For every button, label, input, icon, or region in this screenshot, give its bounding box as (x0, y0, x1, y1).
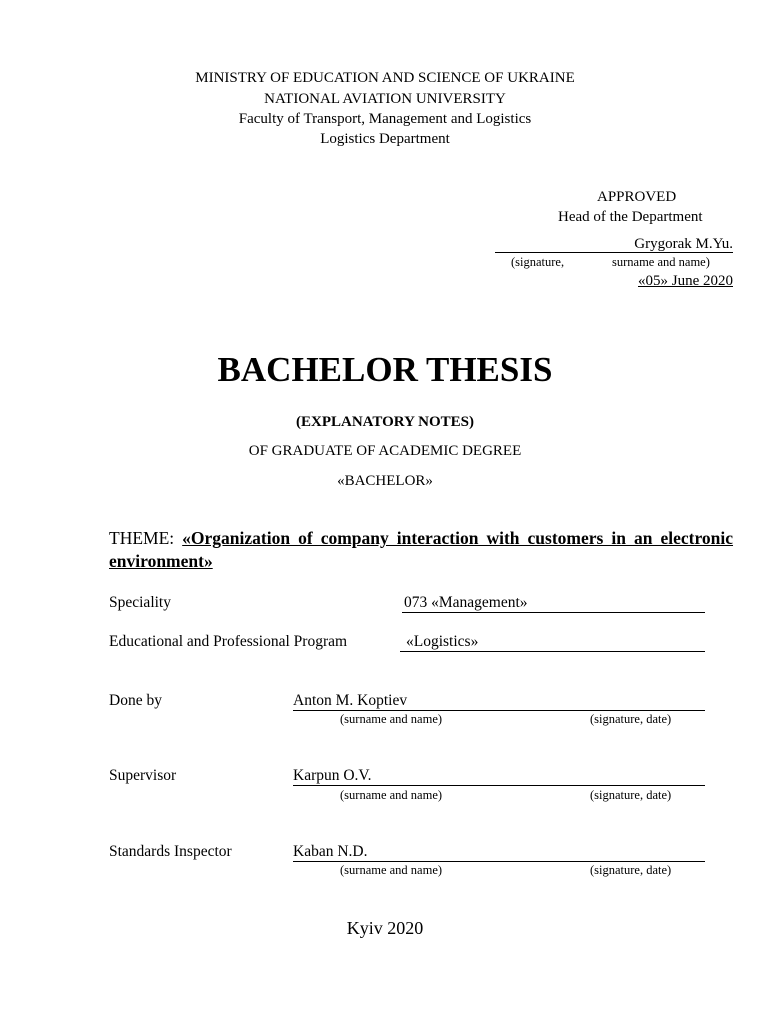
faculty-name: Faculty of Transport, Management and Logistics (238, 111, 532, 127)
speciality-label: Speciality (109, 594, 171, 611)
degree-name: «BACHELOR» (337, 473, 433, 489)
speciality-line (402, 612, 705, 613)
signature-caption: (signature, (511, 255, 565, 269)
supervisor-label: Supervisor (109, 767, 177, 784)
inspector-label: Standards Inspector (109, 843, 232, 860)
supervisor-line (293, 785, 705, 786)
ministry-name: MINISTRY OF EDUCATION AND SCIENCE OF UKRAINE (195, 70, 575, 86)
program-line (400, 651, 705, 652)
thesis-title: BACHELOR THESIS (217, 350, 553, 389)
program-value: «Logistics» (406, 633, 479, 650)
place-year: Kyiv 2020 (346, 918, 424, 938)
theme-label: THEME: (109, 528, 175, 548)
inspector-name-caption: (surname and name) (340, 863, 443, 877)
speciality-value: 073 «Management» (404, 594, 528, 611)
approver-position: Head of the Department (558, 209, 703, 225)
inspector-name: Kaban N.D. (293, 843, 368, 860)
approval-signature-line (495, 252, 733, 253)
approved-label: APPROVED (597, 189, 677, 205)
inspector-line (293, 861, 705, 862)
supervisor-name-caption: (surname and name) (340, 788, 443, 802)
supervisor-sign-caption: (signature, date) (590, 788, 672, 802)
approver-name: Grygorak M.Yu. (634, 236, 733, 252)
done-by-name: Anton M. Koptiev (293, 692, 408, 709)
theme-block (109, 527, 733, 573)
approval-date: «05» June 2020 (638, 273, 733, 289)
explanatory-notes: (EXPLANATORY NOTES) (296, 414, 474, 430)
done-by-line (293, 710, 705, 711)
done-by-name-caption: (surname and name) (340, 712, 443, 726)
theme-text: «Organization of company interaction with customers in an electronic environment» (109, 528, 734, 571)
degree-line: OF GRADUATE OF ACADEMIC DEGREE (248, 443, 522, 459)
done-by-sign-caption: (signature, date) (590, 712, 672, 726)
supervisor-name: Karpun O.V. (293, 767, 372, 784)
inspector-sign-caption: (signature, date) (590, 863, 672, 877)
name-caption: surname and name) (612, 255, 710, 269)
university-name: NATIONAL AVIATION UNIVERSITY (264, 91, 506, 107)
program-label: Educational and Professional Program (109, 633, 348, 650)
done-by-label: Done by (109, 692, 162, 709)
department-name: Logistics Department (320, 131, 450, 147)
